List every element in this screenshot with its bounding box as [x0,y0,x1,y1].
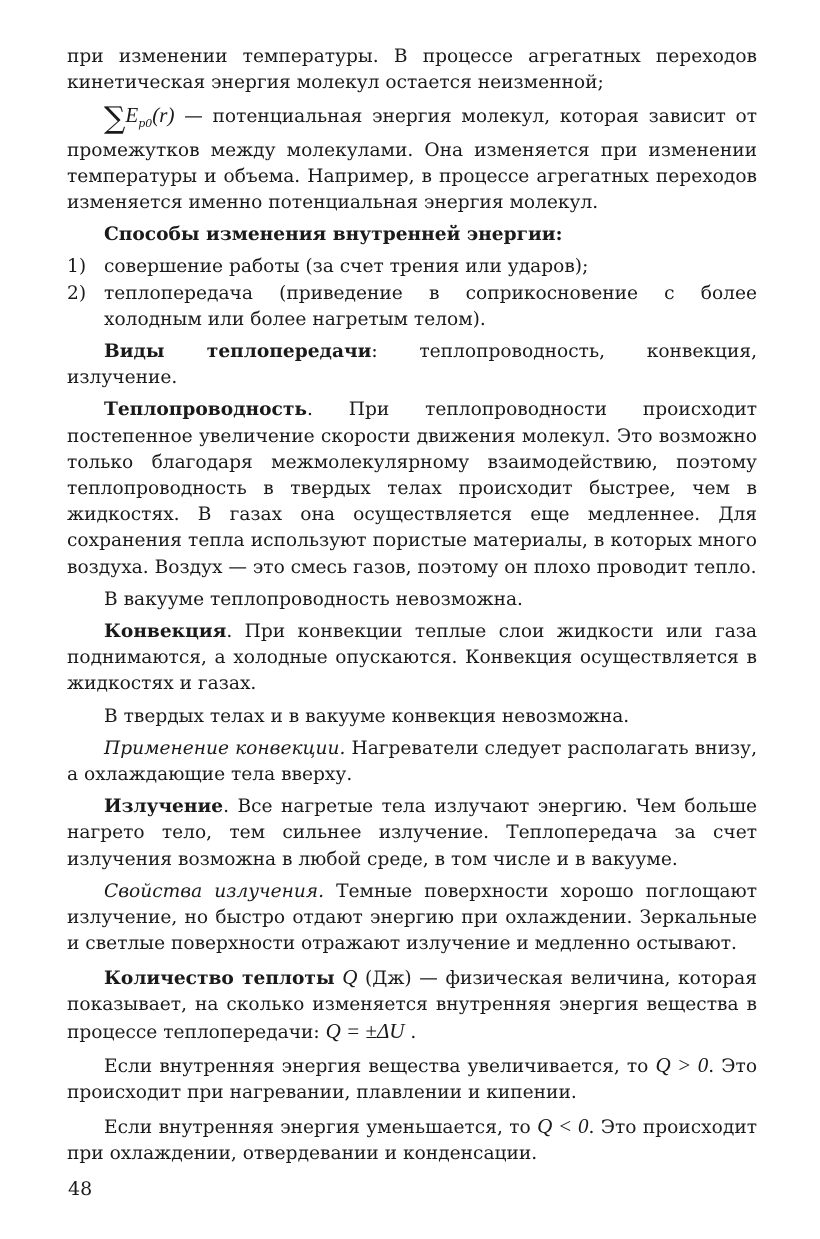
paragraph-radiation: Излучение. Все нагретые тела излучают энергию. Чем больше нагрето тело, тем сильнее излучение. Теплопередача за счет излучения возможна в любой среде, в том числе и в вакууме. [67,796,757,870]
formula-arg: (r) [152,103,175,128]
sum-symbol: ∑ [104,101,126,137]
paragraph-conduction-vacuum: В вакууме теплопроводность невозможна. [104,588,523,610]
paragraph-conduction: Теплопроводность. При теплопроводности происходит постепенное увеличение скорости движения молекул. Это возможно только благодаря межмолекулярному взаимодействию, поэтому теплопроводность в твердых телах происходит быстрее, чем в жидкостях. В газах она осуществляется еще медленнее. Для сохранения тепла используют пористые материалы, в которых много воздуха. Воздух — это смесь газов, поэтому он плохо проводит тепло. [67,399,757,578]
paragraph-heat-decrease: Если внутренняя энергия уменьшается, то Q < 0. Это происходит при охлаждении, отвердевании и конденсации. [67,1113,757,1164]
potential-text: — потенциальная энергия молекул, которая зависит от промежутков между молекулами. Она изменяется при изменении температуры и объема. Например, в процессе агрегатных переходов изменяется именно потенциальная энергия молекул. [67,106,757,214]
list-item: 1) совершение работы (за счет трения или ударов); [67,256,589,278]
formula-E: E [125,103,139,128]
paragraph-convection: Конвекция. При конвекции теплые слои жидкости или газа поднимаются, а холодные опускаются. Конвекция осуществляется в жидкостях и газах. [67,621,757,695]
paragraph-types: Виды теплопередачи: теплопроводность, конвекция, излучение. [67,341,757,389]
paragraph-radiation-properties: Свойства излучения. Темные поверхности хорошо поглощают излучение, но быстро отдают энергию при охлаждении. Зеркальные и светлые поверхности отражают излучение и медленно остывают. [67,880,757,955]
page-number: 48 [68,1178,93,1200]
paragraph-potential [67,102,757,216]
formula-subscript: p0 [138,117,153,131]
paragraph-heat-quantity: Количество теплоты Q (Дж) — физическая величина, которая показывает, на сколько изменяется внутренняя энергия вещества в процессе теплопередачи: Q = ±ΔU . [67,964,757,1043]
methods-heading: Способы изменения внутренней энергии: [104,224,563,246]
page-body [67,44,757,1173]
list-item: 2) теплопередача (приведение в соприкосновение с более холодным или более нагретым телом). [67,282,757,330]
paragraph-convection-solid: В твердых телах и в вакууме конвекция невозможна. [104,705,630,727]
paragraph-heat-increase: Если внутренняя энергия вещества увеличивается, то Q > 0. Это происходит при нагревании, плавлении и кипении. [67,1053,758,1104]
methods-list [67,254,757,333]
paragraph-kinetic: при изменении температуры. В процессе агрегатных переходов кинетическая энергия молекул остается неизменной; [67,46,757,94]
paragraph-convection-application: Применение конвекции. Нагреватели следует располагать внизу, а охлаждающие тела вверху. [67,737,757,786]
heat-formula: Q = ±ΔU [325,1018,405,1043]
